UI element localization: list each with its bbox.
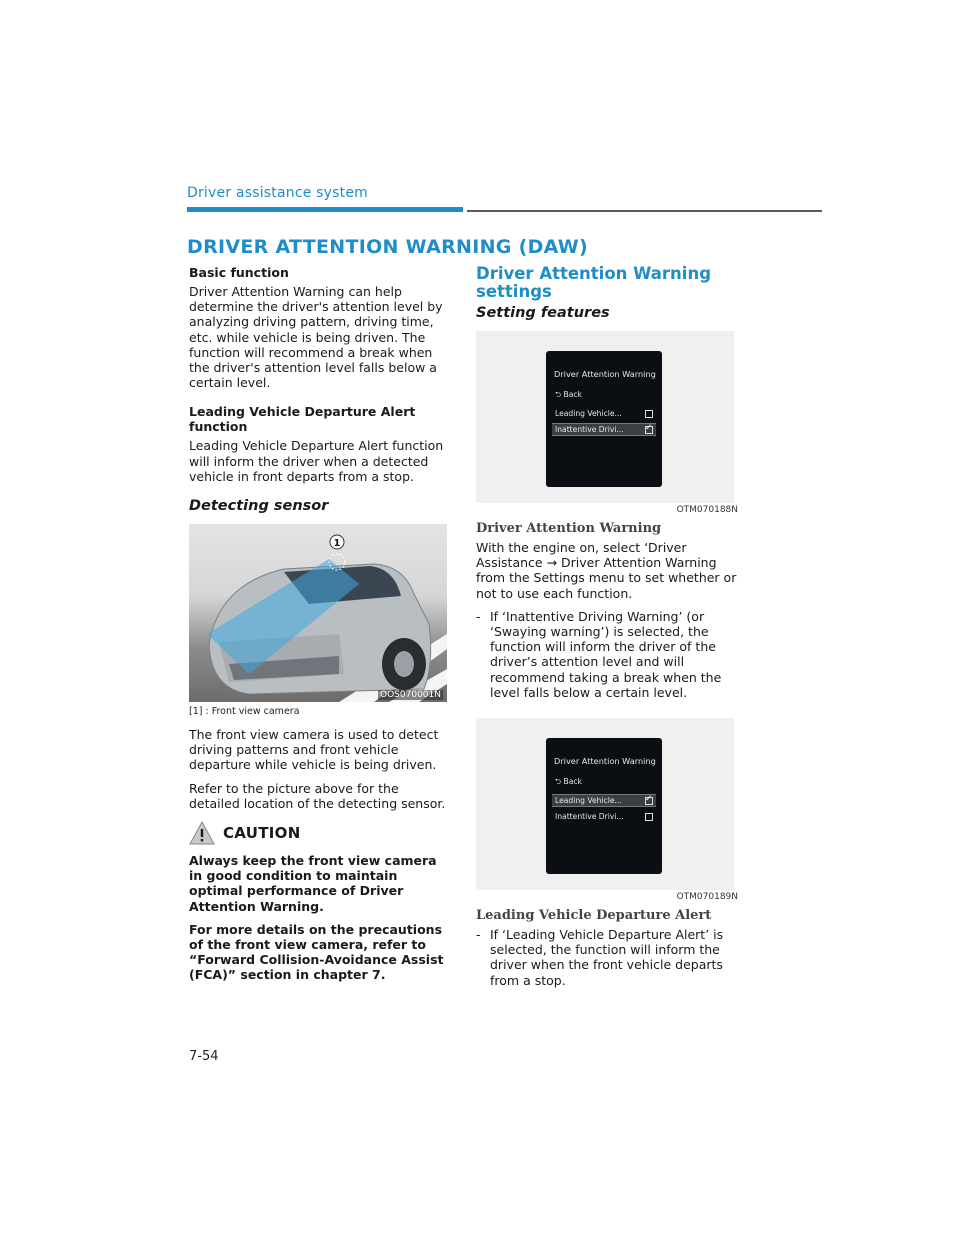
checkbox-unchecked-icon[interactable] [645, 813, 653, 821]
section-title: DRIVER ATTENTION WARNING (DAW) [187, 236, 589, 258]
caution-text-1: Always keep the front view camera in good condition to maintain optimal performance of Driver Attention Warning. [189, 853, 437, 914]
daw-bullet [476, 609, 738, 700]
caution-text-2: For more details on the precautions of the front view camera, refer to “Forward Collision-Avoidance Assist (FCA)” section in chapter 7. [189, 921, 444, 983]
bullet-dash: - [476, 608, 481, 624]
settings-screen-2 [476, 718, 734, 890]
screen-title: Driver Attention Warning [554, 369, 656, 379]
daw-text: With the engine on, select ‘Driver Assistance → Driver Attention Warning from the Settings menu to set whether or not to use each function. [476, 540, 737, 601]
basic-function-heading: Basic function [189, 265, 289, 280]
bullet-text: If ‘Inattentive Driving Warning’ (or ‘Swaying warning’) is selected, the function will inform the driver of the driver’s attention level and will recommend taking a break when the level falls below a certain level. [490, 608, 722, 700]
basic-function-text: Driver Attention Warning can help determine the driver's attention level by analyzing driving pattern, driving time, etc. while vehicle is being driven. The function will recommend a break when the driver's attention level falls below a certain level. [189, 284, 443, 391]
daw-heading: Driver Attention Warning [476, 521, 662, 536]
display-screen [546, 738, 662, 874]
back-menu-item[interactable]: ⮌ Back [555, 777, 582, 787]
lvda-bullet [476, 927, 738, 988]
header-rule [467, 210, 822, 212]
menu-item-inattentive-driving[interactable]: Inattentive Drivi... ✓ [552, 423, 656, 436]
warning-triangle-icon [189, 821, 215, 845]
car-illustration-svg [189, 524, 447, 702]
car-wheel-rim [394, 651, 414, 677]
sensor-text-1: The front view camera is used to detect driving patterns and front vehicle departure while vehicle is being driven. [189, 727, 439, 773]
settings-heading: Driver Attention Warning settings [476, 264, 712, 301]
menu-item-leading-vehicle[interactable]: Leading Vehicle... [552, 407, 656, 420]
caution-label: CAUTION [223, 824, 301, 843]
menu-item-inattentive-driving[interactable]: Inattentive Drivi... [552, 810, 656, 823]
image-code: OTM070188N [676, 505, 738, 515]
image-caption: [1] : Front view camera [189, 706, 300, 718]
header-accent-bar [187, 207, 463, 212]
caution-header [189, 821, 451, 845]
setting-features-heading: Setting features [476, 305, 610, 321]
lvda-function-heading: Leading Vehicle Departure Alert function [189, 404, 416, 435]
right-column [476, 265, 738, 996]
detecting-sensor-heading: Detecting sensor [189, 498, 329, 515]
checkbox-checked-icon[interactable] [645, 426, 653, 434]
car-camera-illustration [189, 524, 447, 702]
display-screen [546, 351, 662, 487]
image-code: OTM070189N [676, 892, 738, 903]
back-arrow-icon: ⮌ [555, 390, 564, 399]
image-code: OOS070001N [380, 690, 441, 701]
back-arrow-icon: ⮌ [555, 777, 564, 787]
menu-item-leading-vehicle[interactable]: Leading Vehicle... ✓ [552, 794, 656, 807]
sensor-text-2: Refer to the picture above for the detailed location of the detecting sensor. [189, 780, 446, 811]
callout-number: 1 [333, 538, 341, 550]
lvda-function-text: Leading Vehicle Departure Alert function will inform the driver when a detected vehicle in front departs from a stop. [189, 438, 444, 484]
settings-screen-1 [476, 331, 734, 503]
running-header: Driver assistance system [187, 185, 368, 201]
bullet-text: If ‘Leading Vehicle Departure Alert’ is selected, the function will inform the driver when the front vehicle departs from a stop. [490, 927, 724, 988]
checkbox-checked-icon[interactable] [645, 797, 653, 805]
screen-title: Driver Attention Warning [554, 756, 656, 767]
back-menu-item[interactable]: ⮌ Back [555, 390, 582, 399]
checkbox-unchecked-icon[interactable] [645, 410, 653, 418]
bullet-dash: - [476, 927, 481, 943]
lvda-heading: Leading Vehicle Departure Alert [476, 908, 712, 924]
left-column [189, 265, 451, 991]
page-number: 7-54 [189, 1049, 219, 1064]
